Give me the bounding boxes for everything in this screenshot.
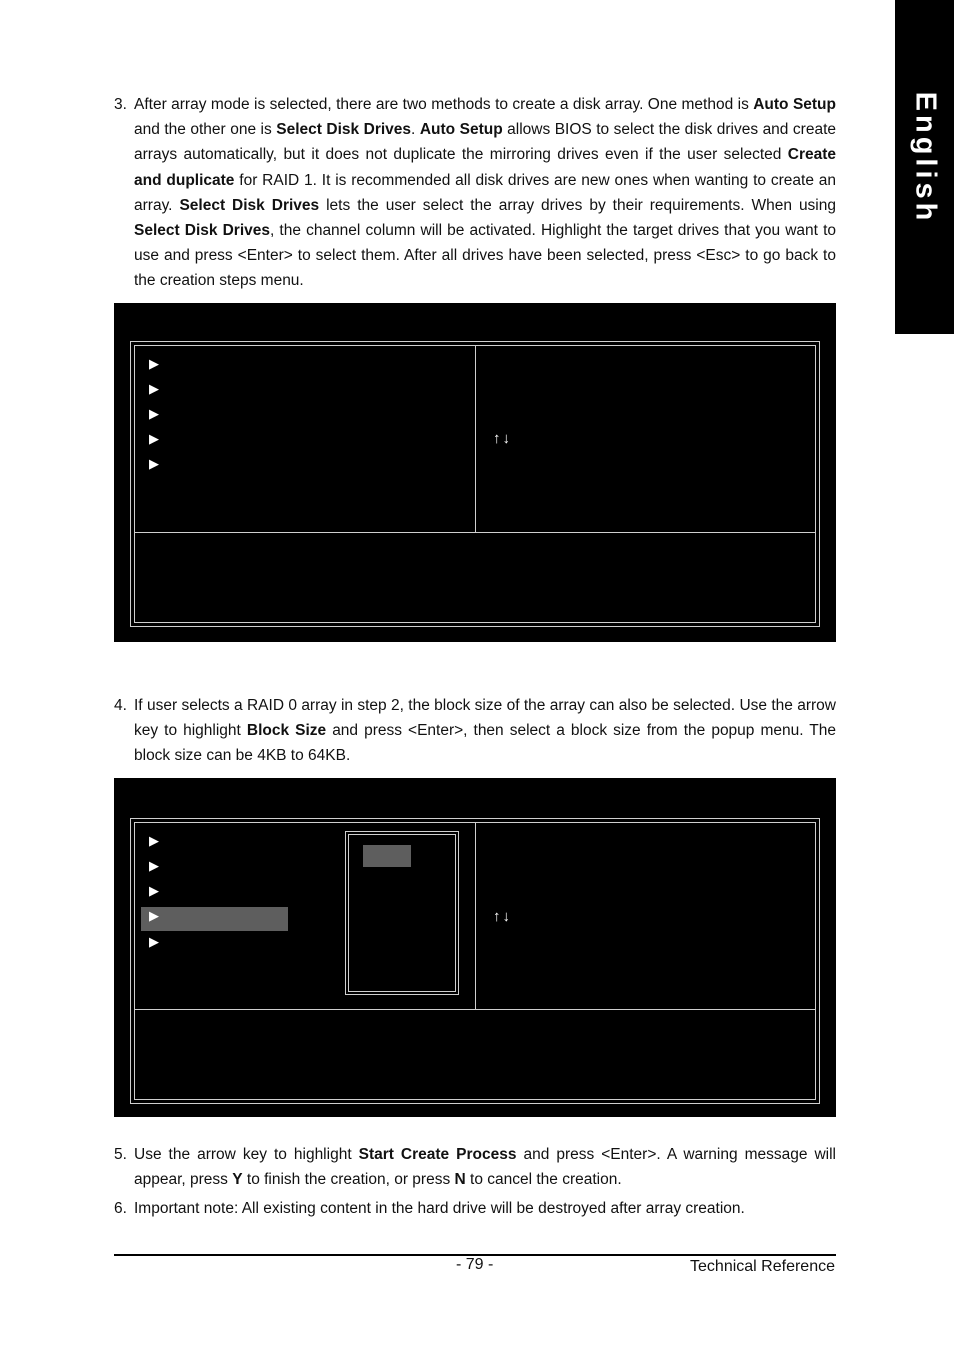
menu-arrow-icon: ▶ — [149, 406, 159, 421]
text-run: and press <Enter>, then select a block size from the popup menu. The block size can be 4KB to 64KB. — [134, 722, 836, 765]
bold-term: Select Disk Drives — [276, 121, 412, 139]
highlighted-menu-item — [141, 907, 288, 931]
text-run: for RAID 1. It is recommended all disk drives are new ones when wanting to create an array. — [134, 171, 837, 214]
menu-arrow-icon: ▶ — [149, 356, 159, 371]
bios-screen-block-size — [114, 778, 836, 1117]
page-number: - 79 - — [456, 1256, 494, 1273]
step-number: 3. — [114, 96, 127, 113]
menu-arrow-icon: ▶ — [149, 934, 159, 949]
bios-screen-select-drives — [114, 303, 836, 642]
text-run: Important note: All existing content in the hard drive will be destroyed after array creation. — [134, 1200, 745, 1217]
step-5 — [114, 1142, 836, 1192]
bold-term: Select Disk Drives — [134, 222, 271, 240]
text-run: to finish the creation, or press — [242, 1171, 455, 1189]
step-text — [134, 693, 836, 769]
text-run: After array mode is selected, there are two methods to create a disk array. One method is — [134, 96, 754, 113]
bold-term: Create and duplicate — [134, 146, 836, 189]
step-text — [134, 92, 836, 294]
step-text — [134, 1142, 836, 1192]
text-run: Use the arrow key to highlight — [134, 1146, 359, 1163]
menu-arrow-icon: ▶ — [149, 456, 159, 471]
step-4 — [114, 693, 836, 769]
step-text — [134, 1196, 836, 1221]
text-run: to cancel the creation. — [465, 1171, 622, 1189]
text-run: and press <Enter>. A warning message will appear, press — [134, 1146, 836, 1189]
language-tab-label: English — [909, 91, 941, 225]
bold-term: Y — [232, 1171, 243, 1189]
text-run: allows BIOS to select the disk drives and create arrays automatically, but it does not duplicate the mirroring drives even if the user selected — [134, 121, 836, 164]
step-number: 5. — [114, 1146, 127, 1163]
step-number: 4. — [114, 697, 127, 714]
bios-frame — [130, 818, 820, 1104]
up-down-arrows-icon: ↑↓ — [493, 908, 512, 925]
bold-term: Auto Setup — [419, 121, 503, 139]
step-number: 6. — [114, 1200, 127, 1217]
bold-term: Block Size — [246, 722, 327, 740]
block-size-popup — [345, 831, 459, 995]
bios-frame — [130, 341, 820, 627]
popup-selected-option — [363, 845, 411, 867]
text-run: and the other one is — [134, 121, 277, 139]
menu-arrow-icon: ▶ — [149, 908, 159, 923]
text-run: lets the user select the array drives by their requirements. When using — [319, 196, 836, 214]
menu-arrow-icon: ▶ — [149, 883, 159, 898]
text-run: If user selects a RAID 0 array in step 2, the block size of the array can also be selected. Use the arrow key to highlight — [134, 697, 836, 740]
text-run: , the channel column will be activated. Highlight the target drives that you want to use and press <Enter> to select them. After all drives have been selected, press <Esc> to go back to the creation steps menu. — [134, 222, 836, 290]
menu-arrow-icon: ▶ — [149, 833, 159, 848]
menu-arrow-icon: ▶ — [149, 858, 159, 873]
menu-arrow-icon: ▶ — [149, 431, 159, 446]
bold-term: Start Create Process — [358, 1146, 517, 1163]
step-6 — [114, 1196, 836, 1221]
bold-term: Auto Setup — [753, 96, 836, 113]
up-down-arrows-icon: ↑↓ — [493, 430, 512, 447]
footer-section-title: Technical Reference — [690, 1258, 835, 1275]
language-tab — [895, 0, 954, 334]
bold-term: Select Disk Drives — [179, 196, 320, 214]
bold-term: N — [454, 1171, 466, 1189]
menu-arrow-icon: ▶ — [149, 381, 159, 396]
step-3 — [114, 92, 836, 294]
text-run: . — [411, 121, 420, 139]
